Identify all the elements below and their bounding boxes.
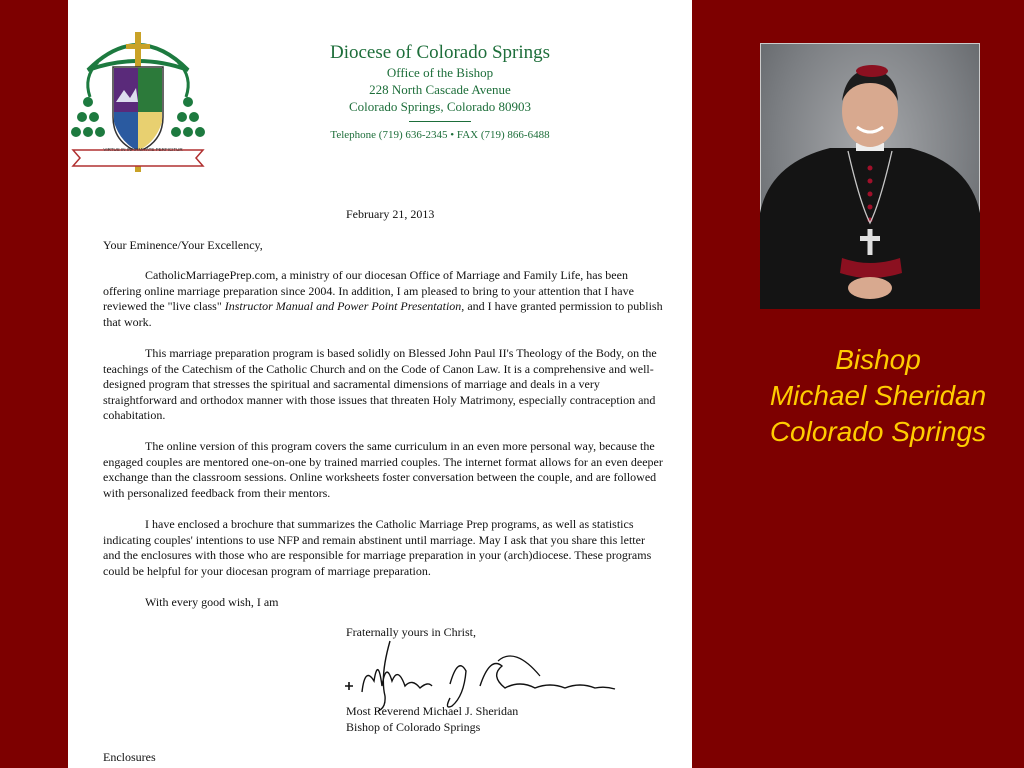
bishop-portrait — [760, 43, 980, 309]
motto-ribbon-text: VIRTUS IN INFIRMITATE PERFICITUR — [103, 147, 183, 152]
p2-text: This marriage preparation program is based solidly on Blessed John Paul II's Theology of the Body, on the teachings of the Catechism of the Catholic Church and on the Code of Canon Law. It is a comprehensive and well-designed program that stresses the spiritual and sacramental dimensions of marriage and deals in a very straightforward and orthodox manner with those issues that threaten Holy Matrimony, especially contraception and cohabitation. — [103, 346, 657, 422]
caption-title: Bishop — [835, 344, 921, 375]
portrait-caption — [732, 342, 1024, 450]
letter-paragraph-1 — [103, 268, 663, 330]
letterhead-street: 228 North Cascade Avenue — [369, 82, 511, 97]
letterhead-office: Office of the Bishop — [386, 65, 494, 80]
enclosures-label: Enclosures — [103, 750, 156, 764]
signer-title: Bishop of Colorado Springs — [346, 719, 481, 734]
p1-italic-title: Instructor Manual and Power Point Presentation, — [224, 299, 465, 313]
coat-of-arms-icon — [68, 22, 208, 182]
letterhead-divider — [409, 121, 471, 122]
p3-text: The online version of this program covers the same curriculum in an even more personal way, because the engaged couples are mentored one-on-one by trained married couples. The internet format allows for an even deeper exchange than the classroom sessions. Online worksheets foster conversation between the couple, and are followed with personalized feedback from their mentors. — [103, 439, 663, 500]
letter-paragraph-5 — [103, 595, 663, 611]
signer-name: Most Reverend Michael J. Sheridan — [346, 704, 519, 718]
letter-date: February 21, 2013 — [346, 207, 435, 221]
p1-text-b: and I have granted permission to publish that work. — [103, 299, 663, 329]
p5-text: With every good wish, I am — [145, 595, 279, 609]
letterhead-phone: Telephone (719) 636-2345 • FAX (719) 866-6488 — [330, 129, 550, 141]
letter-paragraph-2 — [103, 346, 663, 424]
caption-name: Michael Sheridan — [769, 380, 987, 411]
signer-block — [346, 704, 518, 735]
caption-place: Colorado Springs — [769, 416, 987, 447]
letter-paragraph-4 — [103, 517, 663, 579]
bishop-portrait-icon — [760, 43, 980, 309]
letterhead-city: Colorado Springs, Colorado 80903 — [349, 99, 531, 114]
letterhead — [290, 42, 590, 142]
letter-closing: Fraternally yours in Christ, — [346, 625, 476, 639]
p4-text: I have enclosed a brochure that summarizes the Catholic Marriage Prep programs, as well as statistics indicating couples' intentions to use NFP and remain abstinent until marriage. May I ask that you share this letter and the enclosures with those who are responsible for marriage preparation in your (arch)diocese. These programs could be helpful for your diocesan program of marriage preparation. — [103, 517, 652, 578]
letter-page — [68, 0, 692, 768]
letterhead-diocese: Diocese of Colorado Springs — [329, 42, 551, 63]
p1-text-a: CatholicMarriagePrep.com, a ministry of our diocesan Office of Marriage and Family Life, has been offering online marriage preparation since 2004. In addition, I am pleased to bring to your attention that I have reviewed the "live class" — [103, 268, 634, 313]
letter-paragraph-3 — [103, 439, 663, 501]
letter-greeting: Your Eminence/Your Excellency, — [103, 238, 263, 252]
